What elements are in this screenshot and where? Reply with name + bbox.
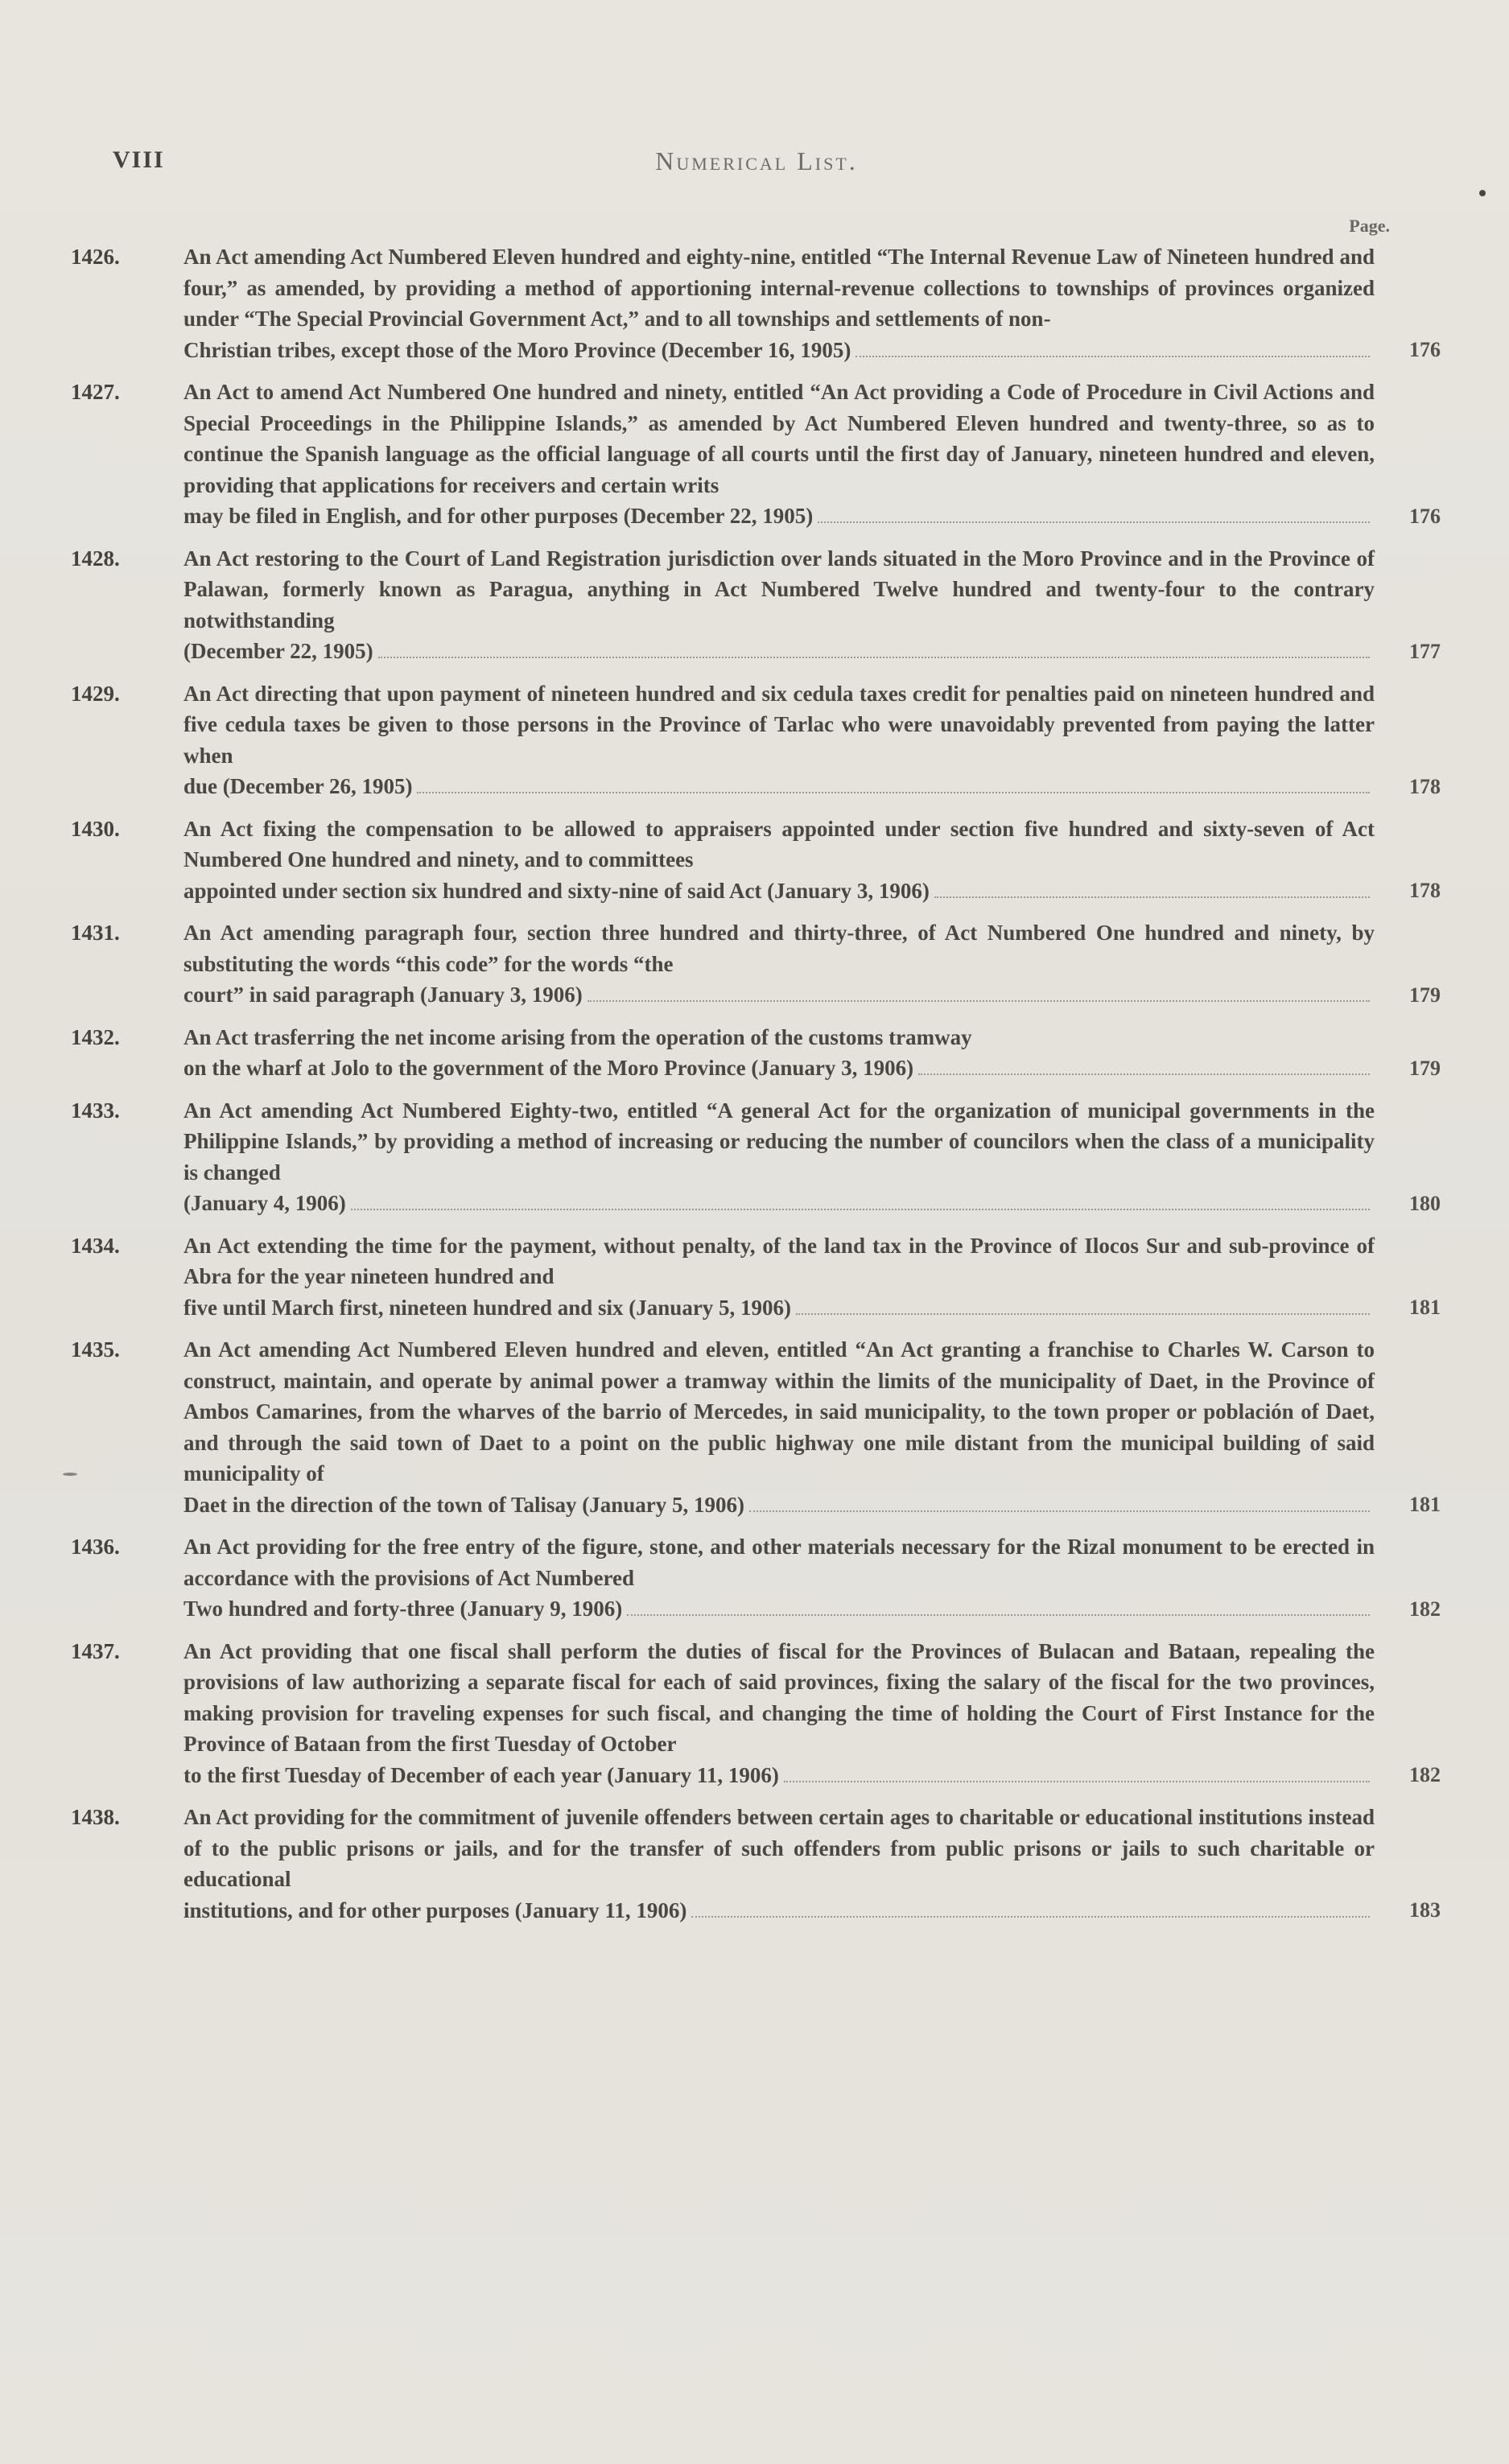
act-date-line: due (December 26, 1905) <box>183 774 413 798</box>
act-description <box>183 1802 1375 1926</box>
list-entry <box>71 543 1441 667</box>
act-last-line <box>183 501 1375 532</box>
act-description <box>183 1095 1375 1219</box>
act-date-line: to the first Tuesday of December of each year (January 11, 1906) <box>183 1762 779 1787</box>
act-text: An Act providing for the commitment of juvenile offenders between certain ages to charitable or educational institutions instead of to the public prisons or jails, and for the transfer of such offenders from public prisons or jails to such charitable or educational <box>183 1805 1375 1891</box>
act-number: 1433. <box>71 1098 120 1123</box>
act-date-line: on the wharf at Jolo to the government of the Moro Province (January 3, 1906) <box>183 1056 914 1080</box>
dot-leader <box>351 1208 1370 1210</box>
page-reference: 179 <box>1409 1056 1441 1080</box>
list-entry <box>71 1636 1441 1791</box>
act-date-line: Daet in the direction of the town of Talisay (January 5, 1906) <box>183 1492 745 1517</box>
dot-leader <box>691 1915 1370 1918</box>
dot-leader <box>856 355 1370 357</box>
act-text: An Act directing that upon payment of nineteen hundred and six cedula taxes credit for penalties paid on nineteen hundred and five cedula taxes be given to those persons in the Province of Tarlac who were unavoidably prevented from paying the latter when <box>183 681 1375 768</box>
act-number: 1428. <box>71 546 120 571</box>
dot-leader <box>417 791 1370 793</box>
page-reference: 181 <box>1409 1493 1441 1516</box>
act-number: 1436. <box>71 1535 120 1559</box>
page-reference: 178 <box>1409 774 1441 798</box>
act-last-line <box>183 979 1375 1011</box>
act-description <box>183 1334 1375 1520</box>
page-reference: 182 <box>1409 1597 1441 1621</box>
act-date-line: Two hundred and forty-three (January 9, 1906) <box>183 1597 623 1621</box>
act-description <box>183 917 1375 1011</box>
act-number: 1435. <box>71 1337 120 1362</box>
act-number: 1434. <box>71 1233 120 1258</box>
act-description <box>183 543 1375 667</box>
act-date-line: court” in said paragraph (January 3, 1906) <box>183 983 583 1007</box>
act-text: An Act amending Act Numbered Eleven hundred and eighty-nine, entitled “The Internal Revenue Law of Nineteen hundred and four,” as amended, by providing a method of apportioning internal-revenue collections to townships of provinces organized under “The Special Provincial Government Act,” and to all townships and settlements of non- <box>183 245 1375 331</box>
dot-leader <box>378 656 1370 658</box>
act-last-line <box>183 1053 1375 1084</box>
page-header <box>113 146 1400 195</box>
ink-speck <box>63 1473 77 1476</box>
act-number: 1426. <box>71 245 120 269</box>
list-entry <box>71 1230 1441 1324</box>
page-reference: 176 <box>1409 504 1441 528</box>
page-number: VIII <box>113 146 165 173</box>
page-reference: 179 <box>1409 983 1441 1007</box>
act-date-line: Christian tribes, except those of the Moro Province (December 16, 1905) <box>183 337 851 362</box>
act-date-line: (December 22, 1905) <box>183 639 373 663</box>
page-column-label: Page. <box>1349 216 1390 236</box>
list-entry <box>71 917 1441 1011</box>
act-last-line <box>183 335 1375 366</box>
act-last-line <box>183 1895 1375 1926</box>
act-number: 1430. <box>71 816 120 841</box>
page-reference: 178 <box>1409 879 1441 902</box>
act-text: An Act fixing the compensation to be allowed to appraisers appointed under section five hundred and sixty-seven of Act Numbered One hundred and ninety, and to committees <box>183 816 1375 871</box>
act-number: 1438. <box>71 1805 120 1829</box>
act-last-line <box>183 1490 1375 1521</box>
act-text: An Act extending the time for the payment, without penalty, of the land tax in the Province of Ilocos Sur and sub-province of Abra for the year nineteen hundred and <box>183 1233 1375 1288</box>
act-text: An Act to amend Act Numbered One hundred and ninety, entitled “An Act providing a Code of Procedure in Civil Actions and Special Proceedings in the Philippine Islands,” as amended by Act Numbered Eleven hundred and twenty-three, so as to continue the Spanish language as the official language of all courts until the first day of January, nineteen hundred and eleven, providing that applications for receivers and certain writs <box>183 380 1375 497</box>
list-entry <box>71 678 1441 802</box>
act-text: An Act amending Act Numbered Eighty-two, entitled “A general Act for the organization of municipal governments in the Philippine Islands,” by providing a method of increasing or reducing the number of councilors when the class of a municipality is changed <box>183 1098 1375 1185</box>
list-entry <box>71 1802 1441 1926</box>
running-title: Numerical List. <box>655 146 858 175</box>
act-description <box>183 241 1375 365</box>
act-number: 1429. <box>71 681 120 706</box>
act-last-line <box>183 876 1375 907</box>
act-description <box>183 1636 1375 1791</box>
list-entry <box>71 814 1441 907</box>
act-description <box>183 1230 1375 1324</box>
dot-leader <box>749 1510 1370 1512</box>
act-text: An Act providing for the free entry of the figure, stone, and other materials necessary for the Rizal monument to be erected in accordance with the provisions of Act Numbered <box>183 1535 1375 1590</box>
act-text: An Act providing that one fiscal shall perform the duties of fiscal for the Provinces of Bulacan and Bataan, repealing the provisions of law authorizing a separate fiscal for each of said provinces, fixing the salary of the fiscal for the two provinces, making provision for traveling expenses for such fiscal, and changing the time of holding the Court of First Instance for the Province of Bataan from the first Tuesday of October <box>183 1638 1375 1756</box>
act-description <box>183 377 1375 532</box>
act-number: 1427. <box>71 380 120 404</box>
dot-leader <box>627 1613 1370 1616</box>
list-entry <box>71 1095 1441 1219</box>
act-date-line: may be filed in English, and for other purposes (December 22, 1905) <box>183 504 814 528</box>
act-description <box>183 1022 1375 1084</box>
act-date-line: (January 4, 1906) <box>183 1191 346 1215</box>
act-description <box>183 814 1375 907</box>
dot-leader <box>588 999 1370 1002</box>
list-entry <box>71 1022 1441 1084</box>
act-number: 1431. <box>71 921 120 945</box>
list-entry <box>71 1334 1441 1520</box>
numerical-list <box>71 241 1441 1937</box>
act-text: An Act amending paragraph four, section three hundred and thirty-three, of Act Numbered One hundred and ninety, by substituting the words “this code” for the words “the <box>183 921 1375 976</box>
act-last-line <box>183 1760 1375 1791</box>
page-reference: 177 <box>1409 639 1441 663</box>
dot-leader <box>784 1780 1370 1782</box>
list-entry <box>71 241 1441 365</box>
act-text: An Act restoring to the Court of Land Registration jurisdiction over lands situated in the Moro Province and in the Province of Palawan, formerly known as Paragua, anything in Act Numbered Twelve hundred and twenty-four to the contrary notwithstanding <box>183 546 1375 632</box>
list-entry <box>71 377 1441 532</box>
ink-speck <box>1479 190 1486 196</box>
act-date-line: institutions, and for other purposes (January 11, 1906) <box>183 1897 687 1922</box>
act-last-line <box>183 636 1375 667</box>
page-reference: 181 <box>1409 1296 1441 1319</box>
page-reference: 182 <box>1409 1763 1441 1786</box>
page-reference: 180 <box>1409 1191 1441 1215</box>
act-text: An Act amending Act Numbered Eleven hundred and eleven, entitled “An Act granting a franchise to Charles W. Carson to construct, maintain, and operate by animal power a tramway within the limits of the municipality of Daet, in the Province of Ambos Camarines, from the wharves of the barrio of Mercedes, in said municipality, to the town proper or población of Daet, and through the said town of Daet to a point on the public highway one mile distant from the municipal building of said municipality of <box>183 1337 1375 1485</box>
act-last-line <box>183 1188 1375 1219</box>
act-text: An Act trasferring the net income arising from the operation of the customs tramway <box>183 1024 972 1049</box>
list-entry <box>71 1531 1441 1625</box>
act-number: 1437. <box>71 1638 120 1663</box>
dot-leader <box>796 1312 1370 1315</box>
dot-leader <box>918 1073 1370 1075</box>
act-last-line <box>183 1593 1375 1625</box>
page-reference: 183 <box>1409 1898 1441 1922</box>
dot-leader <box>934 896 1370 898</box>
act-description <box>183 678 1375 802</box>
act-date-line: five until March first, nineteen hundred and six (January 5, 1906) <box>183 1295 792 1320</box>
dot-leader <box>818 521 1370 523</box>
act-date-line: appointed under section six hundred and sixty-nine of said Act (January 3, 1906) <box>183 878 930 903</box>
act-last-line <box>183 771 1375 802</box>
act-description <box>183 1531 1375 1625</box>
act-number: 1432. <box>71 1024 120 1049</box>
page-reference: 176 <box>1409 338 1441 361</box>
act-last-line <box>183 1292 1375 1324</box>
